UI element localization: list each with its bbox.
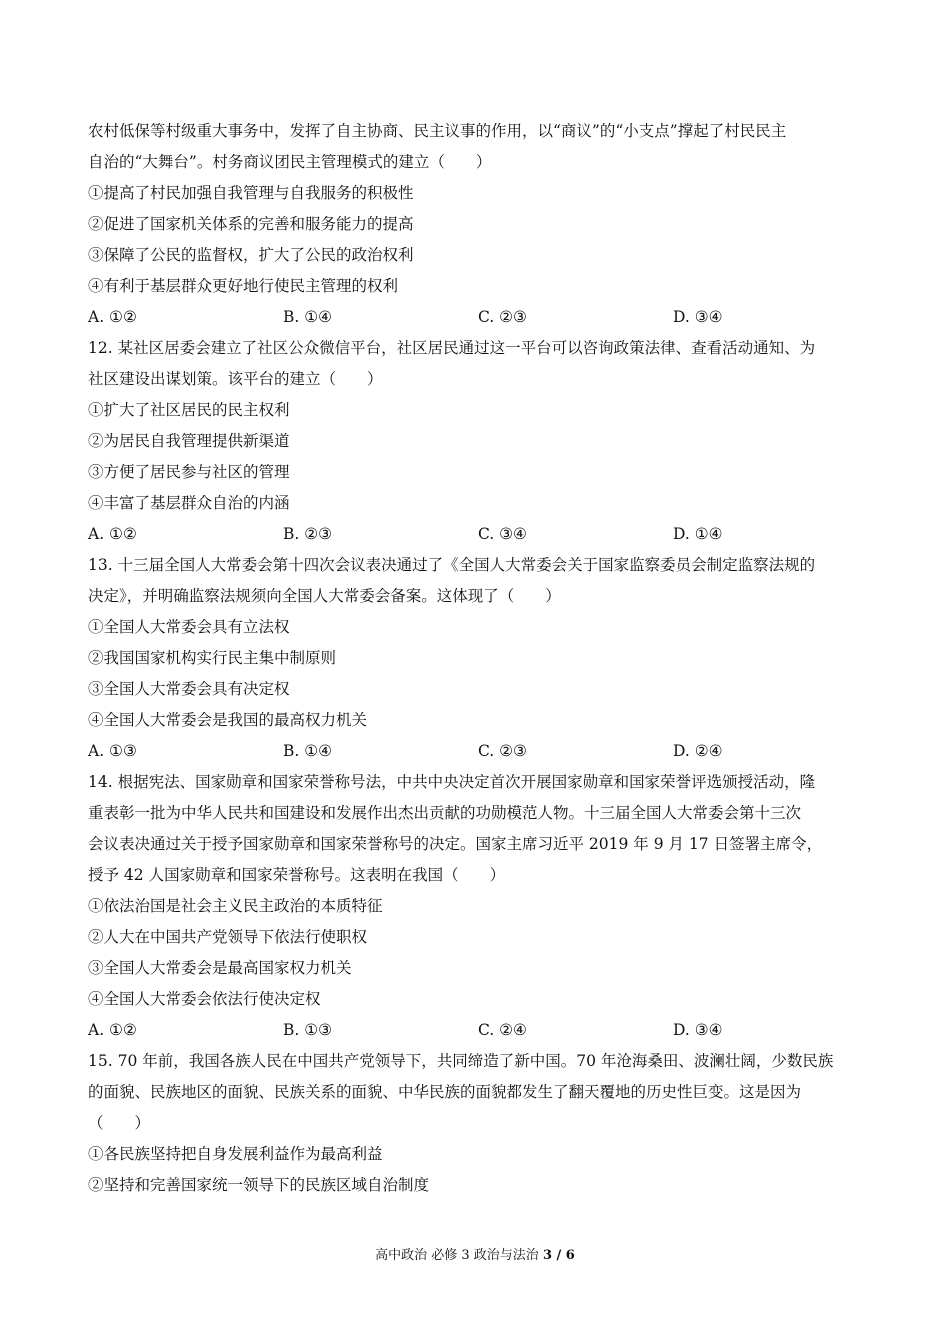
question-text-line: 重表彰一批为中华人民共和国建设和发展作出杰出贡献的功勋模范人物。十三届全国人大常委会第十三次 [88, 804, 802, 822]
statement-2: ②人大在中国共产党领导下依法行使职权 [88, 928, 368, 946]
question-text-line: 的面貌、民族地区的面貌、民族关系的面貌、中华民族的面貌都发生了翻天覆地的历史性巨变。这是因为 [88, 1083, 802, 1101]
option-c[interactable]: C. ③④ [478, 525, 527, 543]
question-text-line: 决定》，并明确监察法规须向全国人大常委会备案。这体现了（ ） [88, 587, 561, 605]
answer-blank: （ ） [88, 1114, 151, 1132]
question-12 [88, 333, 868, 550]
question-text-line: 农村低保等村级重大事务中，发挥了自主协商、民主议事的作用，以“商议”的“小支点”撑起了村民民主 [88, 122, 787, 140]
statement-1: ①全国人大常委会具有立法权 [88, 618, 290, 636]
answer-options [88, 1015, 868, 1046]
question-text-line: 12. 某社区居委会建立了社区公众微信平台，社区居民通过这一平台可以咨询政策法律、查看活动通知、为 [88, 339, 816, 357]
question-text-line: 授予 42 人国家勋章和国家荣誉称号。这表明在我国（ ） [88, 866, 506, 884]
option-c[interactable]: C. ②③ [478, 308, 527, 326]
option-b[interactable]: B. ①③ [283, 1021, 333, 1039]
statement-2: ②为居民自我管理提供新渠道 [88, 432, 290, 450]
statement-2: ②促进了国家机关体系的完善和服务能力的提高 [88, 215, 414, 233]
option-d[interactable]: D. ②④ [673, 742, 723, 760]
question-content [88, 116, 868, 1201]
option-c[interactable]: C. ②③ [478, 742, 527, 760]
statement-2: ②坚持和完善国家统一领导下的民族区域自治制度 [88, 1176, 430, 1194]
question-text-line: 13. 十三届全国人大常委会第十四次会议表决通过了《全国人大常委会关于国家监察委员会制定监察法规的 [88, 556, 816, 574]
page-number: 3 / 6 [542, 1248, 575, 1263]
option-b[interactable]: B. ②③ [283, 525, 333, 543]
option-d[interactable]: D. ①④ [673, 525, 723, 543]
question-text-line: 自治的“大舞台”。村务商议团民主管理模式的建立（ ） [88, 153, 492, 171]
statement-4: ④全国人大常委会是我国的最高权力机关 [88, 711, 368, 729]
option-d[interactable]: D. ③④ [673, 308, 723, 326]
statement-1: ①扩大了社区居民的民主权利 [88, 401, 290, 419]
question-14 [88, 767, 868, 1046]
option-d[interactable]: D. ③④ [673, 1021, 723, 1039]
option-a[interactable]: A. ①② [88, 525, 137, 543]
question-text-line: 14. 根据宪法、国家勋章和国家荣誉称号法，中共中央决定首次开展国家勋章和国家荣誉评选颁授活动，隆 [88, 773, 816, 791]
answer-options [88, 302, 868, 333]
page-footer [0, 1246, 950, 1266]
statement-1: ①各民族坚持把自身发展利益作为最高利益 [88, 1145, 383, 1163]
statement-3: ③全国人大常委会是最高国家权力机关 [88, 959, 352, 977]
option-a[interactable]: A. ①③ [88, 742, 137, 760]
question-11 [88, 116, 868, 333]
question-text-line: 社区建设出谋划策。该平台的建立（ ） [88, 370, 383, 388]
footer-course-title: 高中政治 必修 3 政治与法治 [375, 1248, 543, 1263]
question-15 [88, 1046, 868, 1201]
statement-2: ②我国国家机构实行民主集中制原则 [88, 649, 337, 667]
option-b[interactable]: B. ①④ [283, 742, 333, 760]
question-13 [88, 550, 868, 767]
option-a[interactable]: A. ①② [88, 1021, 137, 1039]
statement-4: ④丰富了基层群众自治的内涵 [88, 494, 290, 512]
statement-4: ④有利于基层群众更好地行使民主管理的权利 [88, 277, 399, 295]
option-a[interactable]: A. ①② [88, 308, 137, 326]
option-c[interactable]: C. ②④ [478, 1021, 527, 1039]
statement-1: ①提高了村民加强自我管理与自我服务的积极性 [88, 184, 414, 202]
statement-3: ③保障了公民的监督权，扩大了公民的政治权利 [88, 246, 414, 264]
question-text-line: 15. 70 年前，我国各族人民在中国共产党领导下，共同缔造了新中国。70 年沧海桑田、波澜壮阔，少数民族 [88, 1052, 834, 1070]
answer-options [88, 519, 868, 550]
answer-options [88, 736, 868, 767]
question-text-line: 会议表决通过关于授予国家勋章和国家荣誉称号的决定。国家主席习近平 2019 年 9 月 17 日签署主席令， [88, 835, 823, 853]
statement-4: ④全国人大常委会依法行使决定权 [88, 990, 321, 1008]
statement-1: ①依法治国是社会主义民主政治的本质特征 [88, 897, 383, 915]
statement-3: ③方便了居民参与社区的管理 [88, 463, 290, 481]
statement-3: ③全国人大常委会具有决定权 [88, 680, 290, 698]
option-b[interactable]: B. ①④ [283, 308, 333, 326]
